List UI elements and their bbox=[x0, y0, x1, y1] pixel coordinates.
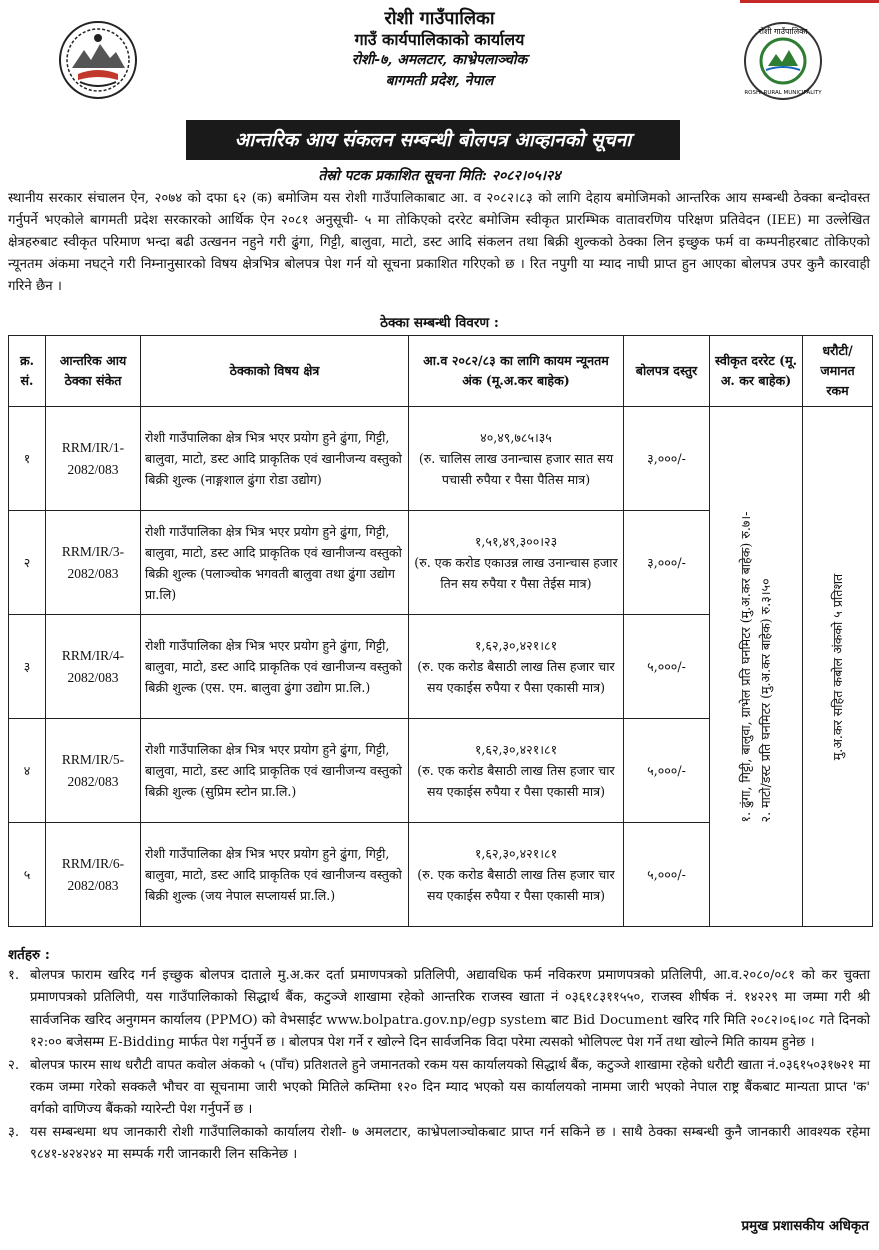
row-fee: ३,०००/- bbox=[624, 511, 710, 615]
term-number: १. bbox=[8, 968, 20, 983]
row-code: RRM/IR/1-2082/083 bbox=[46, 407, 141, 511]
table-title: ठेक्का सम्बन्धी विवरण : bbox=[380, 315, 499, 331]
row-sn: १ bbox=[9, 407, 46, 511]
amount-words: (रु. एक करोड एकाउन्न लाख उनान्चास हजार तिन सय रुपैया र पैसा तेईस मात्र) bbox=[414, 555, 618, 591]
row-subject: रोशी गाउँपालिका क्षेत्र भित्र भएर प्रयोग हुने ढुंगा, गिट्टी, बालुवा, माटो, डस्ट आदि प्राकृतिक एवं खानीजन्य वस्तुको बिक्री शुल्क (जय नेपाल सप्लायर्स प्रा.लि.) bbox=[141, 823, 409, 927]
row-sn: ४ bbox=[9, 719, 46, 823]
header-subject: ठेक्काको विषय क्षेत्र bbox=[141, 336, 409, 407]
header-min-amount: आ.व २०८२/८३ का लागि कायम न्यूनतम अंक (मू.अ.कर बाहेक) bbox=[409, 336, 624, 407]
term-text: यस सम्बन्धमा थप जानकारी रोशी गाउँपालिकाको कार्यालय रोशी- ७ अमलटार, काभ्रेपलाञ्चोकबाट प्राप्त गर्न सकिने छ । साथै ठेक्का सम्बन्धी कुनै जानकारी आवश्यक रहेमा ९८४१-४२४२४२ मा सम्पर्क गरी जानकारी लिन सकिनेछ । bbox=[30, 1124, 870, 1163]
province-name: बागमती प्रदेश, नेपाल bbox=[385, 73, 494, 89]
row-subject: रोशी गाउँपालिका क्षेत्र भित्र भएर प्रयोग हुने ढुंगा, गिट्टी, बालुवा, माटो, डस्ट आदि प्राकृतिक एवं खानीजन्य वस्तुको बिक्री शुल्क (सुप्रिम स्टोन प्रा.लि.) bbox=[141, 719, 409, 823]
municipality-name: रोशी गाउँपालिका bbox=[384, 8, 495, 29]
row-fee: ५,०००/- bbox=[624, 719, 710, 823]
table-row bbox=[9, 407, 873, 511]
amount-words: (रु. एक करोड बैसाठी लाख तिस हजार चार सय एकाईस रुपैया र पैसा एकासी मात्र) bbox=[417, 659, 615, 695]
nepal-emblem-icon bbox=[58, 20, 138, 100]
header-fee: बोलपत्र दस्तुर bbox=[624, 336, 710, 407]
amount-figure: १,६२,३०,४२१।८१ bbox=[474, 638, 558, 653]
term-number: ३. bbox=[8, 1124, 20, 1140]
amount-words: (रु. चालिस लाख उनान्चास हजार सात सय पचासी रुपैया र पैसा पैतिस मात्र) bbox=[418, 451, 614, 487]
term-number: २. bbox=[8, 1057, 20, 1073]
deposit-text: मु.अ.कर सहित कबोल अंकको ५ प्रतिशत bbox=[829, 573, 845, 760]
row-amount bbox=[409, 719, 624, 823]
row-fee: ३,०००/- bbox=[624, 407, 710, 511]
office-name: गाउँ कार्यपालिकाको कार्यालय bbox=[354, 30, 525, 49]
rate-text bbox=[736, 511, 776, 822]
row-subject: रोशी गाउँपालिका क्षेत्र भित्र भएर प्रयोग हुने ढुंगा, गिट्टी, बालुवा, माटो, डस्ट आदि प्राकृतिक एवं खानीजन्य वस्तुको बिक्री शुल्क (नाङ्गशाल ढुंगा रोडा उद्योग) bbox=[141, 407, 409, 511]
rate-line-1: १. ढुंगा, गिट्टी, बालुवा, ग्राभेल प्रति घनमिटर (मु.अ.कर बाहेक) रु.७।- bbox=[738, 511, 753, 822]
header-rate: स्वीकृत दररेट (मू. अ. कर बाहेक) bbox=[710, 336, 803, 407]
row-subject: रोशी गाउँपालिका क्षेत्र भित्र भएर प्रयोग हुने ढुंगा, गिट्टी, बालुवा, माटो, डस्ट आदि प्राकृतिक एवं खानीजन्य वस्तुको बिक्री शुल्क (एस. एम. बालुवा ढुंगा उद्योग प्रा.लि.) bbox=[141, 615, 409, 719]
amount-figure: १,५१,४९,३००।२३ bbox=[474, 534, 558, 549]
row-code: RRM/IR/6-2082/083 bbox=[46, 823, 141, 927]
signature: प्रमुख प्रशासकीय अधिकृत bbox=[741, 1218, 869, 1234]
top-red-line bbox=[740, 0, 879, 3]
municipality-logo-icon bbox=[742, 20, 824, 102]
row-sn: ३ bbox=[9, 615, 46, 719]
list-item bbox=[8, 965, 870, 1055]
publication-date: तेस्रो पटक प्रकाशित सूचना मिति: २०८२।०५।२४ bbox=[318, 168, 561, 184]
list-item bbox=[8, 1055, 870, 1122]
terms-title: शर्तहरु : bbox=[8, 947, 50, 963]
row-subject: रोशी गाउँपालिका क्षेत्र भित्र भएर प्रयोग हुने ढुंगा, गिट्टी, बालुवा, माटो, डस्ट आदि प्राकृतिक एवं खानीजन्य वस्तुको बिक्री शुल्क (पलाञ्चोक भगवती बालुवा तथा ढुंगा उद्योग प्रा.लि) bbox=[141, 511, 409, 615]
amount-words: (रु. एक करोड बैसाठी लाख तिस हजार चार सय एकाईस रुपैया र पैसा एकासी मात्र) bbox=[417, 763, 615, 799]
row-code: RRM/IR/5-2082/083 bbox=[46, 719, 141, 823]
office-address: रोशी-७, अमलटार, काभ्रेपलाञ्चोक bbox=[351, 52, 528, 68]
amount-figure: ४०,४९,७८५।३५ bbox=[480, 430, 552, 445]
header-sn: क्र. सं. bbox=[9, 336, 46, 407]
row-amount bbox=[409, 407, 624, 511]
letterhead bbox=[0, 8, 879, 112]
row-amount bbox=[409, 511, 624, 615]
terms-list bbox=[8, 965, 870, 1167]
row-sn: ५ bbox=[9, 823, 46, 927]
row-sn: २ bbox=[9, 511, 46, 615]
rate-cell bbox=[710, 407, 803, 927]
term-text: बोलपत्र फारम साथ धरौटी वापत कवोल अंकको ५ (पाँच) प्रतिशतले हुने जमानतको रकम यस कार्यालयको सिद्धार्थ बैंक, कटुञ्जे शाखामा रहेको धरौटी खाता नं.०३६१५०३१७२१ मा रकम जम्मा गरेको सक्कलै भौचर वा सूचनामा जारी भएको मितिले कम्तिमा १२० दिन म्याद भएको यस कार्यालयको नाममा जारी भएको नेपाल राष्ट्र बैंकबाट मान्यता प्राप्त 'क' वर्गको वाणिज्य बैंकको ग्यारेन्टी पेश गर्नुपर्ने छ । bbox=[30, 1057, 870, 1118]
intro-paragraph: स्थानीय सरकार संचालन ऐन, २०७४ को दफा ६२ (क) बमोजिम यस रोशी गाउँपालिकाबाट आ. व २०८२।८३ को लागि देहाय बमोजिमको आन्तरिक आय सम्बन्धी ठेक्का बन्दोवस्त गर्नुपर्ने भएकोले बागमती प्रदेश सरकारको आर्थिक ऐन २०८१ अनुसूची- ५ मा तोकिएको दररेट बमोजिम स्वीकृत प्रारम्भिक वातावरणिय परिक्षण प्रतिवेदन (IEE) मा उल्लेखित क्षेत्रहरुबाट स्वीकृत परिमाण भन्दा बढी उत्खनन नहुने गरी ढुंगा, गिट्टी, बालुवा, माटो, डस्ट आदि संकलन तथा बिक्री शुल्कको ठेक्का लिन इच्छुक फर्म वा कम्पनीहरबाट तोकिएको न्यूनतम अंकमा नघट्ने गरी निम्नानुसारको विषय क्षेत्रभित्र बोलपत्र पेश गर्न यो सूचना प्रकाशित गरिएको छ । रित नपुगी या म्याद नाघी प्राप्त हुन आएका बोलपत्र उपर कुनै कारवाही गरिने छैन । bbox=[8, 191, 870, 294]
amount-figure: १,६२,३०,४२१।८१ bbox=[474, 846, 558, 861]
contract-table bbox=[8, 335, 873, 927]
amount-figure: १,६२,३०,४२१।८१ bbox=[474, 742, 558, 757]
row-amount bbox=[409, 823, 624, 927]
row-code: RRM/IR/3-2082/083 bbox=[46, 511, 141, 615]
row-fee: ५,०००/- bbox=[624, 615, 710, 719]
row-code: RRM/IR/4-2082/083 bbox=[46, 615, 141, 719]
header-deposit: धरौटी/ जमानत रकम bbox=[803, 336, 873, 407]
notice-banner: आन्तरिक आय संकलन सम्बन्धी बोलपत्र आव्हानको सूचना bbox=[186, 120, 680, 160]
list-item bbox=[8, 1122, 870, 1167]
term-text: बोलपत्र फाराम खरिद गर्न इच्छुक बोलपत्र दाताले मु.अ.कर दर्ता प्रमाणपत्रको प्रतिलिपी, अद्यावधिक फर्म नविकरण प्रमाणपत्रको प्रतिलिपी, आ.व.२०८०/०८१ को कर चुक्ता प्रमाणपत्रको प्रतिलिपी, यस गाउँपालिकाको सिद्धार्थ बैंक, कटुञ्जे शाखामा रहेको आन्तरिक राजस्व खाता नं ०३६१८३११५५०, राजस्व शीर्षक नं. १४२२९ मा जम्मा गरी श्री सार्वजनिक खरिद अनुगमन कार्यालय (PPMO) को वेभसाईट www.bolpatra.gov.np/egp system बाट Bid Document खरिद गरि मिति २०८२।०६।०८ गते दिनको १२:०० बजेसम्म E-Bidding मार्फत पेश गर्नुपर्ने छ । बोलपत्र पेश गर्ने र खोल्ने दिन सार्वजनिक विदा परेमा त्यसको भोलिपल्ट पेश गर्ने तथा खोल्ने मिति कायम हुनेछ । bbox=[30, 968, 871, 1051]
header-code: आन्तरिक आय ठेक्का संकेत bbox=[46, 336, 141, 407]
rate-line-2: २. माटो/डस्ट प्रति घनमिटर (मु.अ.कर बाहेक) रु.३।५० bbox=[758, 577, 773, 822]
deposit-cell bbox=[803, 407, 873, 927]
logo-bottom-text: ROSHI RURAL MUNICIPALITY bbox=[744, 90, 822, 96]
logo-top-text: रोशी गाउँपालिका bbox=[758, 27, 808, 36]
amount-words: (रु. एक करोड बैसाठी लाख तिस हजार चार सय एकाईस रुपैया र पैसा एकासी मात्र) bbox=[417, 867, 615, 903]
table-header-row bbox=[9, 336, 873, 407]
row-fee: ५,०००/- bbox=[624, 823, 710, 927]
row-amount bbox=[409, 615, 624, 719]
